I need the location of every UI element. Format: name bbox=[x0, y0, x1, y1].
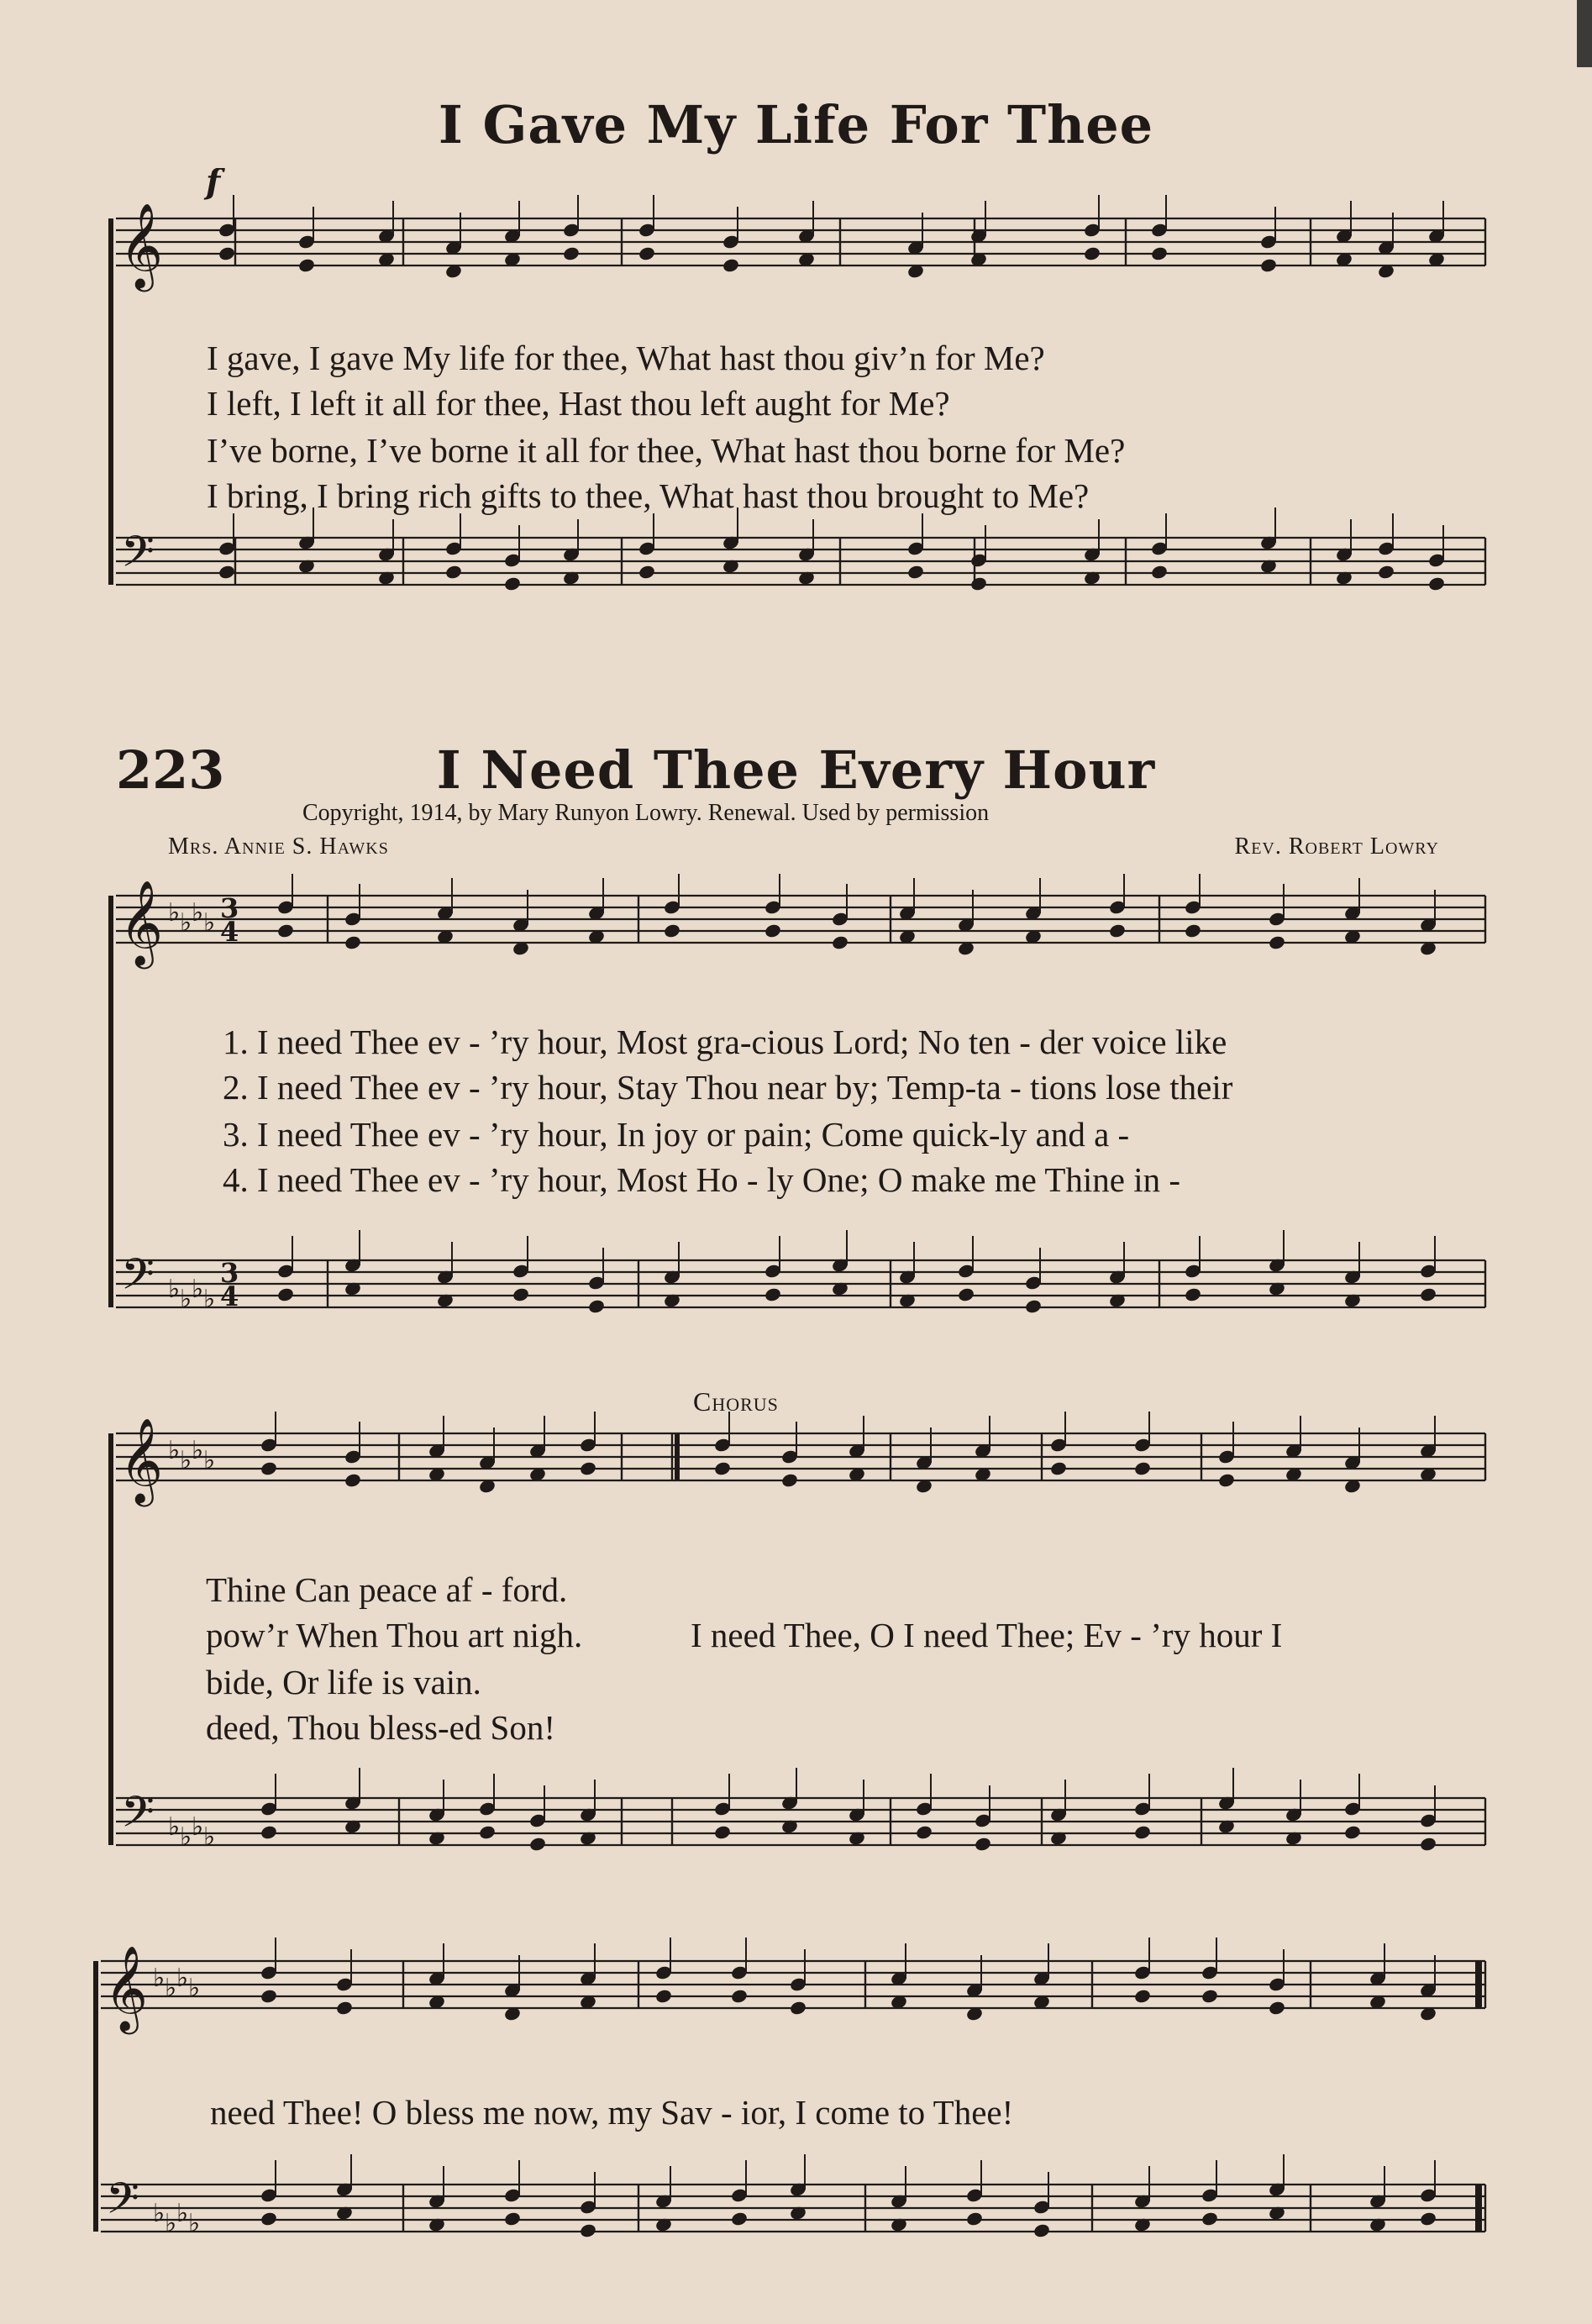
bass-clef-icon: 𝄢 bbox=[121, 526, 155, 587]
hymn-system-1 bbox=[0, 874, 1592, 1344]
treble-clef-icon: 𝄞 bbox=[104, 1944, 149, 2031]
notehead bbox=[297, 257, 316, 273]
notehead bbox=[713, 1460, 732, 1476]
flat-icon: ♭ bbox=[203, 908, 216, 938]
notehead bbox=[1133, 1988, 1152, 2004]
notehead bbox=[915, 1824, 933, 1840]
notehead bbox=[969, 576, 988, 592]
notehead bbox=[764, 1286, 782, 1302]
notehead bbox=[344, 934, 362, 950]
treble-clef-icon: 𝄞 bbox=[119, 879, 164, 965]
flat-icon: ♭ bbox=[192, 1275, 204, 1304]
notehead bbox=[1049, 1460, 1068, 1476]
bass-clef-icon: 𝄢 bbox=[106, 2173, 139, 2234]
notehead bbox=[579, 2222, 597, 2238]
flat-icon: ♭ bbox=[180, 1285, 192, 1314]
notehead bbox=[276, 1286, 295, 1302]
notehead bbox=[638, 564, 656, 580]
notehead bbox=[722, 257, 740, 273]
notehead bbox=[1201, 1988, 1219, 2004]
copyright-line: Copyright, 1914, by Mary Runyon Lowry. Renewal. Used by permission bbox=[302, 800, 990, 826]
notehead bbox=[1427, 576, 1446, 592]
notehead bbox=[218, 564, 236, 580]
flat-icon: ♭ bbox=[168, 1436, 181, 1465]
page-edge-shadow bbox=[1577, 0, 1592, 67]
dynamic-forte: f bbox=[206, 168, 221, 202]
notehead bbox=[1184, 1286, 1202, 1302]
notehead bbox=[713, 1824, 732, 1840]
author-credit: Mrs. Annie S. Hawks bbox=[168, 833, 389, 860]
flat-icon: ♭ bbox=[192, 898, 204, 928]
notehead bbox=[1024, 1298, 1043, 1314]
notehead bbox=[1259, 257, 1278, 273]
notehead bbox=[276, 923, 295, 939]
flat-icon: ♭ bbox=[168, 1812, 181, 1842]
prev-verse-2: I left, I left it all for thee, Hast thou left aught for Me? bbox=[207, 384, 950, 423]
verse-3-line-2: bide, Or life is vain. bbox=[206, 1663, 481, 1701]
flat-icon: ♭ bbox=[203, 1822, 216, 1852]
notehead bbox=[974, 1836, 992, 1852]
flat-icon: ♭ bbox=[192, 1436, 204, 1465]
flat-icon: ♭ bbox=[188, 2209, 201, 2238]
flat-icon: ♭ bbox=[192, 1812, 204, 1842]
notehead bbox=[1343, 1824, 1362, 1840]
flat-icon: ♭ bbox=[180, 1446, 192, 1475]
flat-icon: ♭ bbox=[180, 1822, 192, 1852]
notehead bbox=[654, 1988, 673, 2004]
flat-icon: ♭ bbox=[176, 1964, 189, 1993]
notehead bbox=[444, 564, 463, 580]
flat-icon: ♭ bbox=[203, 1285, 216, 1314]
notehead bbox=[1032, 2222, 1051, 2238]
flat-icon: ♭ bbox=[153, 2199, 166, 2228]
notehead bbox=[730, 1988, 749, 2004]
notehead bbox=[1217, 1472, 1236, 1488]
notehead bbox=[503, 576, 522, 592]
notehead bbox=[528, 1836, 547, 1852]
time-signature: 3 bbox=[220, 1257, 239, 1289]
notehead bbox=[562, 245, 581, 261]
time-signature: 4 bbox=[220, 1280, 239, 1312]
notehead bbox=[335, 2000, 354, 2016]
notehead bbox=[512, 1286, 530, 1302]
notehead bbox=[965, 2211, 984, 2227]
flat-icon: ♭ bbox=[168, 898, 181, 928]
flat-icon: ♭ bbox=[176, 2199, 189, 2228]
notehead bbox=[344, 1472, 362, 1488]
verse-2-line-1: 2. I need Thee ev - ’ry hour, Stay Thou near by; Temp-ta - tions lose their bbox=[223, 1068, 1233, 1107]
verse-2-line-2: pow’r When Thou art nigh. bbox=[206, 1616, 583, 1654]
notehead bbox=[780, 1472, 799, 1488]
verse-4-line-1: 4. I need Thee ev - ’ry hour, Most Ho - ly One; O make me Thine in - bbox=[223, 1160, 1180, 1199]
verse-3-line-1: 3. I need Thee ev - ’ry hour, In joy or pain; Come quick-ly and a - bbox=[223, 1115, 1130, 1154]
notehead bbox=[1419, 1836, 1437, 1852]
treble-clef-icon: 𝄞 bbox=[119, 1417, 164, 1503]
notehead bbox=[1377, 564, 1395, 580]
prev-hymn-title: I Gave My Life For Thee bbox=[438, 94, 1154, 155]
time-signature: 3 bbox=[220, 892, 239, 924]
treble-clef-icon: 𝄞 bbox=[119, 202, 164, 288]
notehead bbox=[1150, 564, 1169, 580]
notehead bbox=[1133, 1824, 1152, 1840]
bass-clef-icon: 𝄢 bbox=[121, 1786, 155, 1848]
notehead bbox=[260, 1460, 278, 1476]
hymn-number: 223 bbox=[116, 739, 225, 801]
notehead bbox=[260, 1824, 278, 1840]
notehead bbox=[579, 1460, 597, 1476]
hymn-title: I Need Thee Every Hour bbox=[436, 739, 1156, 801]
notehead bbox=[1201, 2211, 1219, 2227]
notehead bbox=[587, 1298, 606, 1314]
notehead bbox=[957, 1286, 975, 1302]
notehead bbox=[1150, 245, 1169, 261]
notehead bbox=[1133, 1460, 1152, 1476]
flat-icon: ♭ bbox=[165, 2209, 177, 2238]
notehead bbox=[831, 934, 849, 950]
notehead bbox=[260, 2211, 278, 2227]
bass-clef-icon: 𝄢 bbox=[121, 1249, 155, 1310]
flat-icon: ♭ bbox=[188, 1974, 201, 2003]
verse-4-line-2: deed, Thou bless-ed Son! bbox=[206, 1708, 556, 1747]
notehead bbox=[1108, 923, 1127, 939]
notehead bbox=[1419, 1286, 1437, 1302]
verse-1-line-1: 1. I need Thee ev - ’ry hour, Most gra-cious Lord; No ten - der voice like bbox=[223, 1023, 1227, 1061]
notehead bbox=[260, 1988, 278, 2004]
flat-icon: ♭ bbox=[203, 1446, 216, 1475]
flat-icon: ♭ bbox=[165, 1974, 177, 2003]
prev-hymn-system bbox=[0, 168, 1592, 689]
composer-credit: Rev. Robert Lowry bbox=[1234, 833, 1439, 860]
notehead bbox=[1419, 2211, 1437, 2227]
flat-icon: ♭ bbox=[180, 908, 192, 938]
prev-verse-4: I bring, I bring rich gifts to thee, What hast thou brought to Me? bbox=[207, 476, 1090, 515]
notehead bbox=[638, 245, 656, 261]
chorus-line-2: need Thee! O bless me now, my Sav - ior, I come to Thee! bbox=[210, 2093, 1014, 2132]
flat-icon: ♭ bbox=[153, 1964, 166, 1993]
notehead bbox=[730, 2211, 749, 2227]
notehead bbox=[1083, 245, 1101, 261]
notehead bbox=[1184, 923, 1202, 939]
time-signature: 4 bbox=[220, 916, 239, 948]
notehead bbox=[663, 923, 681, 939]
notehead bbox=[1268, 2000, 1286, 2016]
notehead bbox=[789, 2000, 807, 2016]
notehead bbox=[1268, 934, 1286, 950]
prev-verse-1: I gave, I gave My life for thee, What hast thou giv’n for Me? bbox=[207, 339, 1045, 377]
notehead bbox=[764, 923, 782, 939]
chorus-label: Chorus bbox=[693, 1386, 779, 1417]
notehead bbox=[218, 245, 236, 261]
verse-1-line-2: Thine Can peace af - ford. bbox=[206, 1570, 568, 1609]
prev-verse-3: I’ve borne, I’ve borne it all for thee, What hast thou borne for Me? bbox=[207, 431, 1126, 470]
notehead bbox=[478, 1824, 497, 1840]
chorus-line-1: I need Thee, O I need Thee; Ev - ’ry hour I bbox=[691, 1616, 1283, 1654]
notehead bbox=[906, 564, 925, 580]
notehead bbox=[503, 2211, 522, 2227]
flat-icon: ♭ bbox=[168, 1275, 181, 1304]
